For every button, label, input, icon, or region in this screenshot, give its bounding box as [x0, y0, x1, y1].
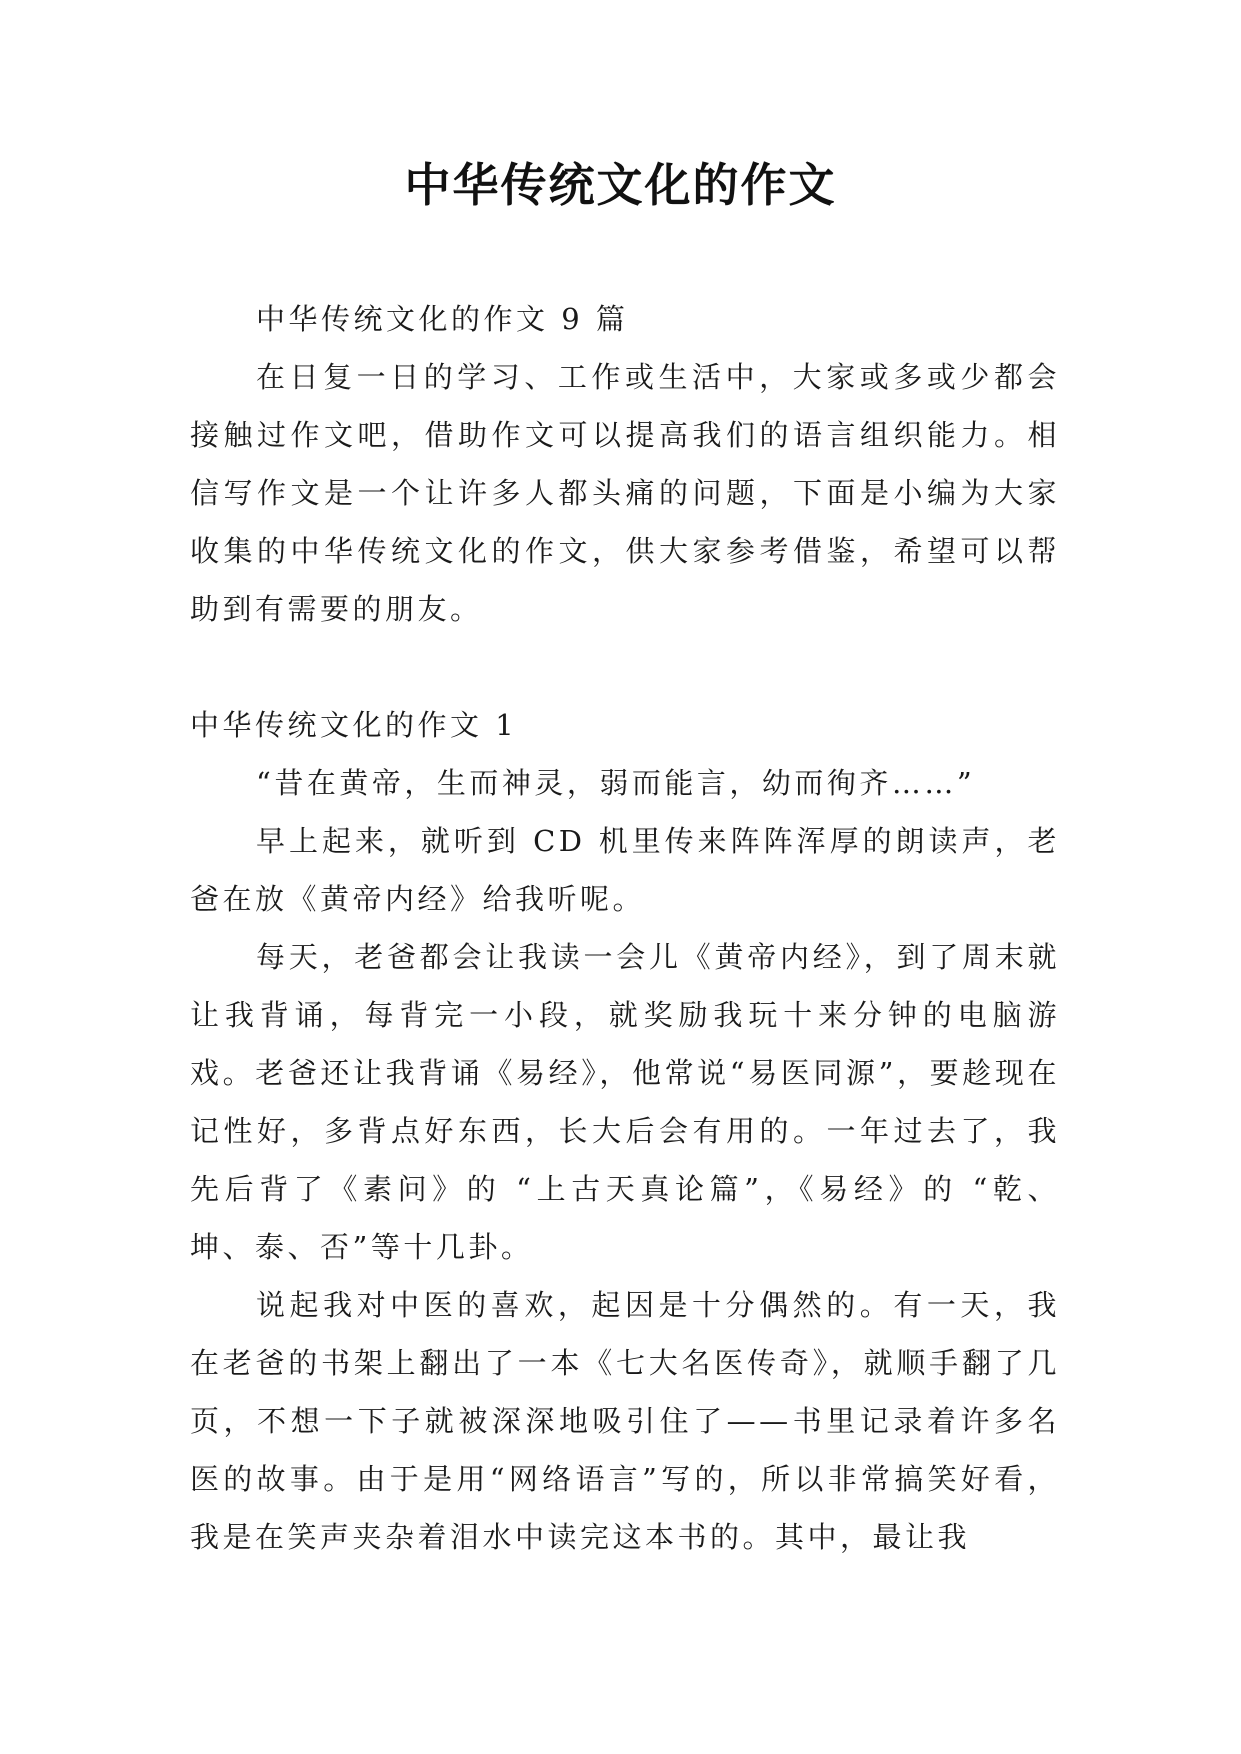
- paragraph-1: “昔在黄帝，生而神灵，弱而能言，幼而徇齐……”: [256, 766, 976, 800]
- subtitle-line: 中华传统文化的作文 9 篇: [256, 302, 629, 336]
- section-heading: 中华传统文化的作文 1: [190, 708, 518, 742]
- intro-paragraph: 在日复一日的学习、工作或生活中，大家或多或少都会接触过作文吧，借助作文可以提高我们的语言组织能力。相信写作文是一个让许多人都头痛的问题，下面是小编为大家收集的中华传统文化的作文，供大家参考借鉴，希望可以帮助到有需要的朋友。: [190, 360, 1060, 626]
- paragraph-3: 每天，老爸都会让我读一会儿《黄帝内经》，到了周末就让我背诵，每背完一小段，就奖励我玩十来分钟的电脑游戏。老爸还让我背诵《易经》，他常说“易医同源”，要趁现在记性好，多背点好东西，长大后会有用的。一年过去了，我先后背了《素问》的 “上古天真论篇”，《易经》的 “乾、坤、泰、否”等十几卦。: [190, 940, 1060, 1264]
- paragraph-2: 早上起来，就听到 CD 机里传来阵阵浑厚的朗读声，老爸在放《黄帝内经》给我听呢。: [190, 824, 1060, 916]
- paragraph-4: 说起我对中医的喜欢，起因是十分偶然的。有一天，我在老爸的书架上翻出了一本《七大名医传奇》，就顺手翻了几页，不想一下子就被深深地吸引住了——书里记录着许多名医的故事。由于是用“网络语言”写的，所以非常搞笑好看，我是在笑声夹杂着泪水中读完这本书的。其中，最让我: [190, 1288, 1060, 1554]
- document-body: [190, 290, 1060, 1566]
- document-title: 中华传统文化的作文: [404, 158, 837, 212]
